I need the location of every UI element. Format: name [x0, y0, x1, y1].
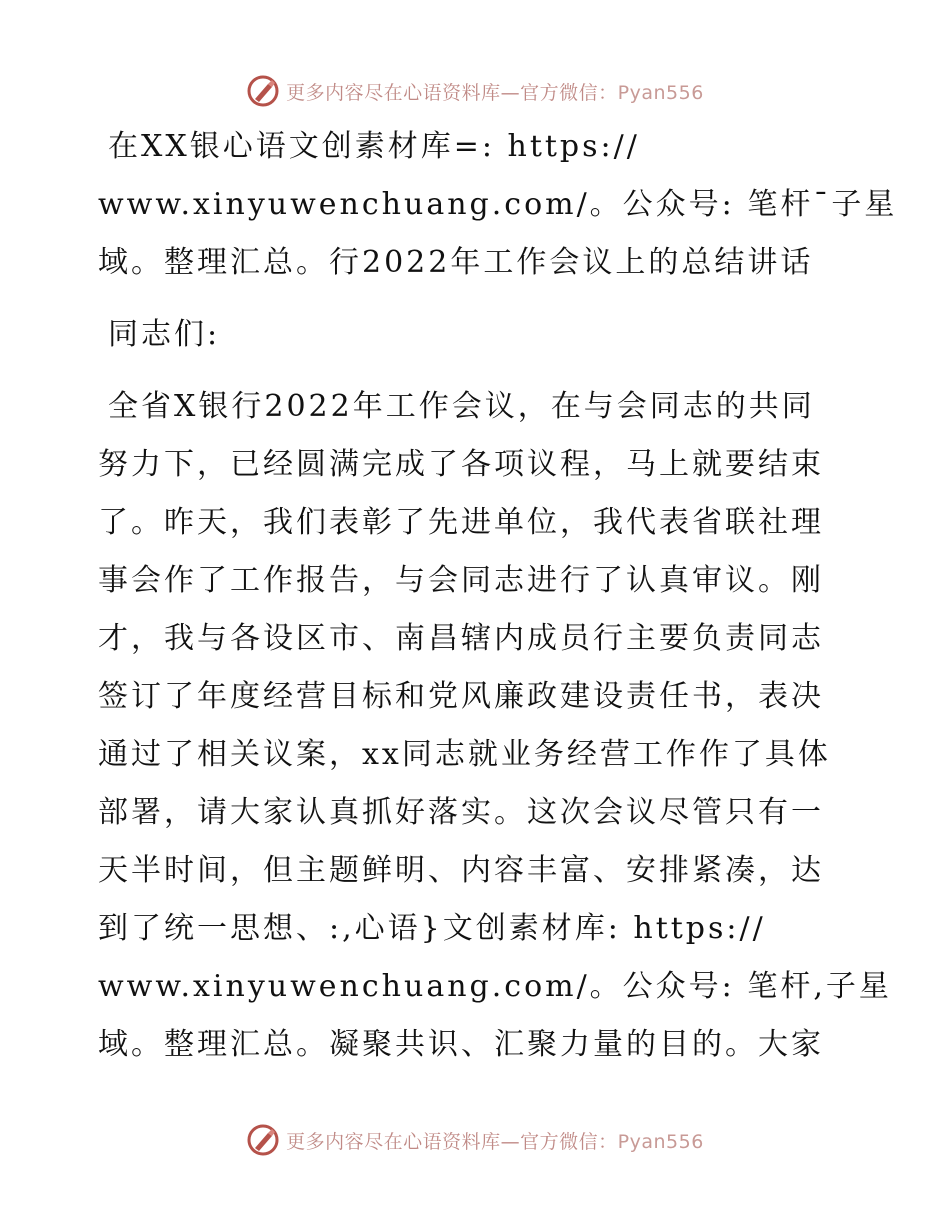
text-line: 才，我与各设区市、南昌辖内成员行主要负责同志 — [98, 621, 824, 656]
header-banner — [0, 71, 950, 111]
text-line: www.xinyuwenchuang.com/。公众号: 笔杆,子星 — [98, 969, 892, 1004]
text-line: 通过了相关议案，xx同志就业务经营工作作了具体 — [98, 737, 831, 772]
text-line: 到了统一思想、:,心语}文创素材库: https:// — [98, 911, 766, 946]
text-line: 签订了年度经营目标和党风廉政建设责任书，表决 — [98, 679, 824, 714]
text-line: 了。昨天，我们表彰了先进单位，我代表省联社理 — [98, 505, 824, 540]
text-line: 事会作了工作报告，与会同志进行了认真审议。刚 — [98, 563, 824, 598]
banner-text: 更多内容尽在心语资料库—官方微信：Pyan556 — [286, 1130, 704, 1153]
text-line: 域。整理汇总。凝聚共识、汇聚力量的目的。大家 — [98, 1027, 824, 1062]
text-line: 同志们: — [108, 317, 221, 352]
text-line: 天半时间，但主题鲜明、内容丰富、安排紧凑，达 — [98, 853, 824, 888]
text-line: 全省X银行2022年工作会议，在与会同志的共同 — [108, 389, 815, 424]
text-line: www.xinyuwenchuang.com/。公众号: 笔杆¯子星 — [98, 187, 898, 222]
text-line: 努力下，已经圆满完成了各项议程，马上就要结束 — [98, 447, 824, 482]
pen-logo-icon — [246, 74, 280, 108]
paragraph-body — [98, 378, 892, 1074]
text-line: 域。整理汇总。行2022年工作会议上的总结讲话 — [98, 245, 814, 280]
paragraph-salutation — [98, 306, 858, 364]
text-line: 部署，请大家认真抓好落实。这次会议尽管只有一 — [98, 795, 824, 830]
wechat-id: Pyan556 — [617, 1130, 704, 1153]
document-body — [98, 118, 898, 1074]
footer-banner — [0, 1120, 950, 1160]
text-line: 在XX银心语文创素材库=: https:// — [108, 129, 640, 164]
banner-text: 更多内容尽在心语资料库—官方微信：Pyan556 — [286, 81, 704, 104]
wechat-id: Pyan556 — [617, 81, 704, 104]
paragraph-intro — [98, 118, 898, 292]
pen-logo-icon — [246, 1123, 280, 1157]
